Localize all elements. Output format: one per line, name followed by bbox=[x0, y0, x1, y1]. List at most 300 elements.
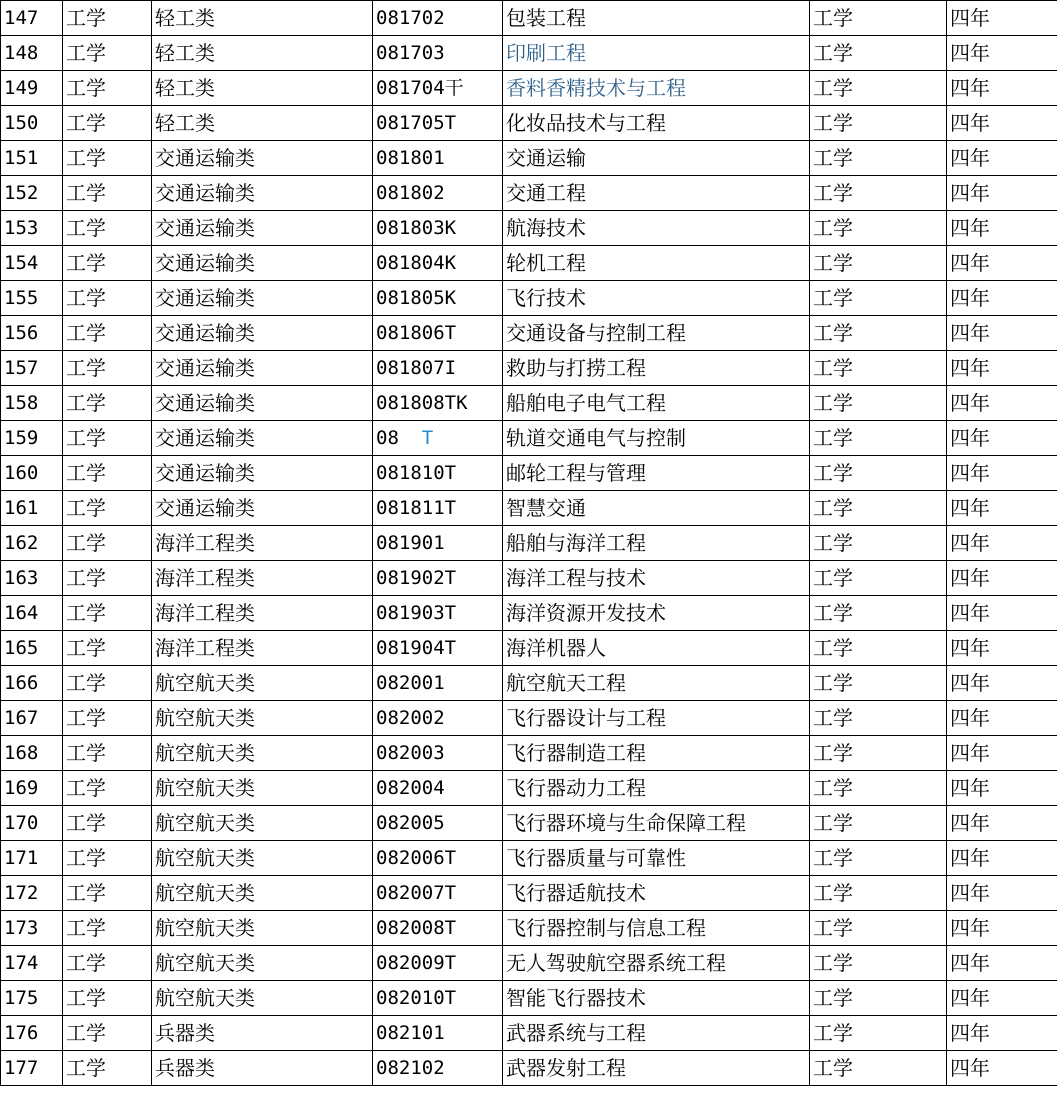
cell-duration-text: 四年 bbox=[950, 846, 990, 870]
cell-major-code-text: 082003 bbox=[376, 741, 445, 764]
cell-major-code-text: 081705T bbox=[376, 111, 457, 134]
cell-degree-text: 工学 bbox=[813, 706, 853, 730]
cell-degree bbox=[810, 456, 947, 491]
cell-degree bbox=[810, 106, 947, 141]
cell-number-text: 163 bbox=[4, 566, 39, 589]
cell-discipline-text: 工学 bbox=[66, 741, 106, 765]
cell-discipline-text: 工学 bbox=[66, 881, 106, 905]
cell-duration-text: 四年 bbox=[950, 286, 990, 310]
cell-discipline-text: 工学 bbox=[66, 1056, 106, 1080]
cell-number-text: 176 bbox=[4, 1021, 39, 1044]
cell-duration bbox=[947, 981, 1057, 1016]
cell-number-text: 165 bbox=[4, 636, 39, 659]
cell-major-code bbox=[373, 316, 503, 351]
cell-degree bbox=[810, 281, 947, 316]
cell-major-code-text: 082007T bbox=[376, 881, 457, 904]
cell-major-code bbox=[373, 36, 503, 71]
cell-duration-text: 四年 bbox=[950, 321, 990, 345]
cell-discipline bbox=[63, 911, 152, 946]
cell-degree bbox=[810, 701, 947, 736]
cell-major-code-text: 082006T bbox=[376, 846, 457, 869]
cell-category-text: 轻工类 bbox=[155, 76, 215, 100]
cell-number-text: 166 bbox=[4, 671, 39, 694]
cell-major-name bbox=[503, 1016, 810, 1051]
cell-duration bbox=[947, 596, 1057, 631]
cell-major-code bbox=[373, 421, 503, 456]
cell-category bbox=[152, 561, 373, 596]
cell-duration-text: 四年 bbox=[950, 76, 990, 100]
cell-category bbox=[152, 386, 373, 421]
cell-degree-text: 工学 bbox=[813, 671, 853, 695]
cell-discipline bbox=[63, 806, 152, 841]
cell-major-code-text: 081803K bbox=[376, 216, 457, 239]
table-row bbox=[1, 1016, 1057, 1051]
cell-duration-text: 四年 bbox=[950, 426, 990, 450]
cell-duration bbox=[947, 71, 1057, 106]
cell-duration bbox=[947, 876, 1057, 911]
cell-category bbox=[152, 176, 373, 211]
cell-number bbox=[1, 281, 63, 316]
cell-discipline bbox=[63, 246, 152, 281]
cell-category bbox=[152, 666, 373, 701]
cell-discipline-text: 工学 bbox=[66, 391, 106, 415]
cell-major-code-text: 081806T bbox=[376, 321, 457, 344]
table-row bbox=[1, 351, 1057, 386]
cell-major-code bbox=[373, 281, 503, 316]
cell-duration-text: 四年 bbox=[950, 916, 990, 940]
cell-category bbox=[152, 141, 373, 176]
cell-discipline-text: 工学 bbox=[66, 181, 106, 205]
cell-major-code-text: 081903T bbox=[376, 601, 457, 624]
cell-major-name-text: 飞行器控制与信息工程 bbox=[506, 916, 706, 940]
cell-category bbox=[152, 316, 373, 351]
cell-duration-text: 四年 bbox=[950, 951, 990, 975]
cell-degree bbox=[810, 71, 947, 106]
cell-discipline-text: 工学 bbox=[66, 356, 106, 380]
cell-degree-text: 工学 bbox=[813, 181, 853, 205]
cell-number bbox=[1, 316, 63, 351]
cell-discipline-text: 工学 bbox=[66, 706, 106, 730]
cell-major-code-text: 081811T bbox=[376, 496, 457, 519]
cell-duration-text: 四年 bbox=[950, 811, 990, 835]
cell-major-name-text: 飞行器设计与工程 bbox=[506, 706, 666, 730]
cell-major-code-text: 082002 bbox=[376, 706, 445, 729]
cell-number bbox=[1, 386, 63, 421]
cell-major-name bbox=[503, 806, 810, 841]
cell-category-text: 交通运输类 bbox=[155, 426, 255, 450]
cell-major-name bbox=[503, 141, 810, 176]
cell-number-text: 164 bbox=[4, 601, 39, 624]
cell-number-text: 155 bbox=[4, 286, 39, 309]
cell-number bbox=[1, 421, 63, 456]
cell-number-text: 167 bbox=[4, 706, 39, 729]
cell-duration-text: 四年 bbox=[950, 1056, 990, 1080]
cell-degree-text: 工学 bbox=[813, 356, 853, 380]
cell-major-code bbox=[373, 1051, 503, 1086]
cell-number-text: 152 bbox=[4, 181, 39, 204]
cell-number-text: 173 bbox=[4, 916, 39, 939]
cell-discipline-text: 工学 bbox=[66, 461, 106, 485]
cell-discipline-text: 工学 bbox=[66, 531, 106, 555]
cell-number bbox=[1, 1051, 63, 1086]
cell-category-text: 交通运输类 bbox=[155, 251, 255, 275]
cell-number-text: 170 bbox=[4, 811, 39, 834]
cell-major-name-text: 交通工程 bbox=[506, 181, 586, 205]
cell-degree-text: 工学 bbox=[813, 461, 853, 485]
cell-major-code bbox=[373, 211, 503, 246]
cell-category bbox=[152, 701, 373, 736]
cell-major-name bbox=[503, 771, 810, 806]
cell-category bbox=[152, 71, 373, 106]
cell-degree bbox=[810, 736, 947, 771]
cell-discipline-text: 工学 bbox=[66, 251, 106, 275]
cell-number-text: 168 bbox=[4, 741, 39, 764]
cell-duration-text: 四年 bbox=[950, 181, 990, 205]
cell-discipline-text: 工学 bbox=[66, 601, 106, 625]
cell-category bbox=[152, 281, 373, 316]
cell-major-name-text: 飞行器适航技术 bbox=[506, 881, 646, 905]
cell-duration bbox=[947, 106, 1057, 141]
cell-degree-text: 工学 bbox=[813, 1056, 853, 1080]
cell-discipline-text: 工学 bbox=[66, 496, 106, 520]
cell-discipline bbox=[63, 351, 152, 386]
cell-major-name bbox=[503, 876, 810, 911]
cell-degree-text: 工学 bbox=[813, 811, 853, 835]
cell-duration-text: 四年 bbox=[950, 531, 990, 555]
cell-duration-text: 四年 bbox=[950, 636, 990, 660]
cell-number bbox=[1, 981, 63, 1016]
cell-degree-text: 工学 bbox=[813, 391, 853, 415]
cell-discipline-text: 工学 bbox=[66, 286, 106, 310]
cell-degree-text: 工学 bbox=[813, 741, 853, 765]
cell-discipline-text: 工学 bbox=[66, 216, 106, 240]
cell-major-name bbox=[503, 631, 810, 666]
table-row bbox=[1, 771, 1057, 806]
cell-category-text: 航空航天类 bbox=[155, 916, 255, 940]
cell-degree bbox=[810, 666, 947, 701]
cell-category bbox=[152, 246, 373, 281]
cell-major-code bbox=[373, 631, 503, 666]
cell-number-text: 158 bbox=[4, 391, 39, 414]
cell-discipline bbox=[63, 36, 152, 71]
cell-major-code bbox=[373, 526, 503, 561]
cell-number bbox=[1, 211, 63, 246]
cell-duration-text: 四年 bbox=[950, 496, 990, 520]
cell-duration-text: 四年 bbox=[950, 601, 990, 625]
cell-degree bbox=[810, 876, 947, 911]
cell-category bbox=[152, 106, 373, 141]
table-row bbox=[1, 1, 1057, 36]
cell-major-code-text: 082008T bbox=[376, 916, 457, 939]
cell-duration-text: 四年 bbox=[950, 741, 990, 765]
cell-degree bbox=[810, 36, 947, 71]
cell-number-text: 161 bbox=[4, 496, 39, 519]
cell-degree-text: 工学 bbox=[813, 41, 853, 65]
cell-discipline bbox=[63, 771, 152, 806]
cell-duration bbox=[947, 771, 1057, 806]
table-row bbox=[1, 176, 1057, 211]
cell-discipline-text: 工学 bbox=[66, 846, 106, 870]
cell-degree-text: 工学 bbox=[813, 986, 853, 1010]
cell-major-name bbox=[503, 316, 810, 351]
cell-category bbox=[152, 946, 373, 981]
cell-major-name-text: 武器发射工程 bbox=[506, 1056, 626, 1080]
cell-degree bbox=[810, 1, 947, 36]
cell-discipline bbox=[63, 981, 152, 1016]
cell-major-code-text: 082010T bbox=[376, 986, 457, 1009]
cell-discipline bbox=[63, 421, 152, 456]
cell-category bbox=[152, 456, 373, 491]
cell-duration-text: 四年 bbox=[950, 671, 990, 695]
cell-major-name bbox=[503, 1051, 810, 1086]
cell-number bbox=[1, 491, 63, 526]
table-row bbox=[1, 666, 1057, 701]
cell-major-name-text: 海洋机器人 bbox=[506, 636, 606, 660]
cell-category-text: 轻工类 bbox=[155, 41, 215, 65]
cell-major-name-text: 智慧交通 bbox=[506, 496, 586, 520]
cell-number bbox=[1, 911, 63, 946]
cell-major-code-text: 081702 bbox=[376, 6, 445, 29]
cell-duration bbox=[947, 1051, 1057, 1086]
cell-number bbox=[1, 596, 63, 631]
cell-major-name-text: 船舶与海洋工程 bbox=[506, 531, 646, 555]
cell-category-text: 交通运输类 bbox=[155, 496, 255, 520]
cell-major-name bbox=[503, 1, 810, 36]
table-row bbox=[1, 491, 1057, 526]
cell-number-text: 175 bbox=[4, 986, 39, 1009]
cell-major-name-text: 飞行器质量与可靠性 bbox=[506, 846, 686, 870]
cell-degree-text: 工学 bbox=[813, 251, 853, 275]
table-row bbox=[1, 281, 1057, 316]
cell-category-text: 交通运输类 bbox=[155, 146, 255, 170]
cell-category-text: 海洋工程类 bbox=[155, 566, 255, 590]
table-row bbox=[1, 526, 1057, 561]
cell-major-name bbox=[503, 526, 810, 561]
cell-major-name bbox=[503, 351, 810, 386]
cell-degree bbox=[810, 176, 947, 211]
cell-discipline-text: 工学 bbox=[66, 811, 106, 835]
table-row bbox=[1, 911, 1057, 946]
cell-degree bbox=[810, 771, 947, 806]
cell-category-text: 航空航天类 bbox=[155, 741, 255, 765]
cell-major-code-text: 08 bbox=[376, 426, 399, 449]
cell-category-text: 轻工类 bbox=[155, 6, 215, 30]
table-row bbox=[1, 386, 1057, 421]
cell-major-name-text: 轮机工程 bbox=[506, 251, 586, 275]
cell-major-code-text: 081802 bbox=[376, 181, 445, 204]
cell-major-name bbox=[503, 666, 810, 701]
cell-category-text: 航空航天类 bbox=[155, 776, 255, 800]
cell-major-code bbox=[373, 106, 503, 141]
cell-degree-text: 工学 bbox=[813, 951, 853, 975]
cell-discipline-text: 工学 bbox=[66, 41, 106, 65]
cell-category-text: 航空航天类 bbox=[155, 671, 255, 695]
cell-discipline bbox=[63, 386, 152, 421]
table-row bbox=[1, 981, 1057, 1016]
cell-category bbox=[152, 1016, 373, 1051]
cell-discipline-text: 工学 bbox=[66, 426, 106, 450]
cell-discipline-text: 工学 bbox=[66, 671, 106, 695]
cell-number-text: 171 bbox=[4, 846, 39, 869]
cell-duration-text: 四年 bbox=[950, 986, 990, 1010]
cell-discipline-text: 工学 bbox=[66, 321, 106, 345]
cell-category-text: 海洋工程类 bbox=[155, 531, 255, 555]
cell-number-text: 177 bbox=[4, 1056, 39, 1079]
table-row bbox=[1, 141, 1057, 176]
cell-duration-text: 四年 bbox=[950, 391, 990, 415]
cell-major-name bbox=[503, 106, 810, 141]
cell-number-text: 149 bbox=[4, 76, 39, 99]
cell-discipline bbox=[63, 701, 152, 736]
cell-major-code-text: 082004 bbox=[376, 776, 445, 799]
table-row bbox=[1, 456, 1057, 491]
cell-discipline bbox=[63, 666, 152, 701]
cell-category bbox=[152, 211, 373, 246]
cell-major-code-text: 082009T bbox=[376, 951, 457, 974]
cell-major-name-text: 飞行器环境与生命保障工程 bbox=[506, 811, 746, 835]
cell-degree bbox=[810, 316, 947, 351]
cell-category-text: 航空航天类 bbox=[155, 881, 255, 905]
cell-degree bbox=[810, 841, 947, 876]
cell-category-text: 航空航天类 bbox=[155, 951, 255, 975]
cell-category-text: 交通运输类 bbox=[155, 356, 255, 380]
cell-duration-text: 四年 bbox=[950, 251, 990, 275]
cell-number-text: 169 bbox=[4, 776, 39, 799]
cell-major-code-text: 081805K bbox=[376, 286, 457, 309]
cell-major-code-text: 082005 bbox=[376, 811, 445, 834]
cell-major-code bbox=[373, 141, 503, 176]
cell-major-code-text: 081704干 bbox=[376, 76, 464, 99]
cell-major-code-text: 081902T bbox=[376, 566, 457, 589]
cell-duration-text: 四年 bbox=[950, 146, 990, 170]
cell-major-name bbox=[503, 36, 810, 71]
cell-duration-text: 四年 bbox=[950, 461, 990, 485]
cell-major-name-text: 武器系统与工程 bbox=[506, 1021, 646, 1045]
table-row bbox=[1, 211, 1057, 246]
cell-major-name-text: 包装工程 bbox=[506, 6, 586, 30]
table-row bbox=[1, 1051, 1057, 1086]
cell-major-code bbox=[373, 596, 503, 631]
cell-major-code-text: 082001 bbox=[376, 671, 445, 694]
cell-category-text: 兵器类 bbox=[155, 1021, 215, 1045]
cell-discipline-text: 工学 bbox=[66, 566, 106, 590]
cell-degree-text: 工学 bbox=[813, 286, 853, 310]
cell-number-text: 172 bbox=[4, 881, 39, 904]
cell-degree bbox=[810, 526, 947, 561]
cell-number-text: 150 bbox=[4, 111, 39, 134]
cell-degree bbox=[810, 491, 947, 526]
cell-discipline bbox=[63, 631, 152, 666]
cell-major-name bbox=[503, 736, 810, 771]
cell-duration-text: 四年 bbox=[950, 566, 990, 590]
cell-duration bbox=[947, 316, 1057, 351]
cell-major-name-text: 航空航天工程 bbox=[506, 671, 626, 695]
cell-discipline bbox=[63, 281, 152, 316]
cell-major-code bbox=[373, 1016, 503, 1051]
cell-major-name bbox=[503, 841, 810, 876]
cell-discipline bbox=[63, 456, 152, 491]
cell-category bbox=[152, 631, 373, 666]
cell-duration-text: 四年 bbox=[950, 111, 990, 135]
cell-category-text: 轻工类 bbox=[155, 111, 215, 135]
cell-degree bbox=[810, 386, 947, 421]
cell-category-text: 交通运输类 bbox=[155, 286, 255, 310]
cell-number bbox=[1, 456, 63, 491]
cell-discipline bbox=[63, 211, 152, 246]
cell-number bbox=[1, 946, 63, 981]
cell-degree-text: 工学 bbox=[813, 76, 853, 100]
cell-number bbox=[1, 1, 63, 36]
cell-major-code-text: 081807I bbox=[376, 356, 457, 379]
cell-degree bbox=[810, 1051, 947, 1086]
cell-degree bbox=[810, 596, 947, 631]
cell-major-name bbox=[503, 71, 810, 106]
cell-number bbox=[1, 141, 63, 176]
table-row bbox=[1, 316, 1057, 351]
cell-discipline-text: 工学 bbox=[66, 776, 106, 800]
cell-discipline bbox=[63, 946, 152, 981]
cell-major-code-text: 081808TK bbox=[376, 391, 468, 414]
cell-number bbox=[1, 526, 63, 561]
cell-number bbox=[1, 246, 63, 281]
cell-duration bbox=[947, 631, 1057, 666]
table-row bbox=[1, 246, 1057, 281]
cell-category bbox=[152, 526, 373, 561]
cell-major-name-text: 轨道交通电气与控制 bbox=[506, 426, 686, 450]
cell-discipline-text: 工学 bbox=[66, 1021, 106, 1045]
cell-category bbox=[152, 981, 373, 1016]
cell-degree-text: 工学 bbox=[813, 146, 853, 170]
cell-major-name bbox=[503, 386, 810, 421]
table-row bbox=[1, 946, 1057, 981]
cell-degree-text: 工学 bbox=[813, 636, 853, 660]
cell-duration bbox=[947, 456, 1057, 491]
cell-major-name-text: 交通运输 bbox=[506, 146, 586, 170]
cell-degree bbox=[810, 246, 947, 281]
cell-major-name bbox=[503, 946, 810, 981]
cell-duration bbox=[947, 526, 1057, 561]
cell-number-text: 157 bbox=[4, 356, 39, 379]
cell-duration-text: 四年 bbox=[950, 356, 990, 380]
cell-degree-text: 工学 bbox=[813, 601, 853, 625]
cell-number bbox=[1, 631, 63, 666]
cell-category-text: 交通运输类 bbox=[155, 216, 255, 240]
cell-major-code bbox=[373, 456, 503, 491]
cell-major-name-text: 印刷工程 bbox=[506, 41, 586, 65]
cell-category bbox=[152, 596, 373, 631]
cell-category bbox=[152, 1051, 373, 1086]
cell-discipline bbox=[63, 176, 152, 211]
cell-major-code-suffix: T bbox=[421, 426, 434, 449]
cell-discipline bbox=[63, 1, 152, 36]
cell-degree-text: 工学 bbox=[813, 216, 853, 240]
cell-discipline bbox=[63, 596, 152, 631]
cell-major-code bbox=[373, 876, 503, 911]
cell-major-code-text: 081901 bbox=[376, 531, 445, 554]
cell-major-code bbox=[373, 1, 503, 36]
cell-degree bbox=[810, 561, 947, 596]
cell-duration bbox=[947, 561, 1057, 596]
cell-duration bbox=[947, 211, 1057, 246]
cell-number bbox=[1, 701, 63, 736]
cell-degree-text: 工学 bbox=[813, 1021, 853, 1045]
cell-duration bbox=[947, 386, 1057, 421]
cell-major-name-text: 智能飞行器技术 bbox=[506, 986, 646, 1010]
cell-category bbox=[152, 491, 373, 526]
cell-number-text: 148 bbox=[4, 41, 39, 64]
cell-discipline bbox=[63, 1016, 152, 1051]
cell-major-code bbox=[373, 806, 503, 841]
